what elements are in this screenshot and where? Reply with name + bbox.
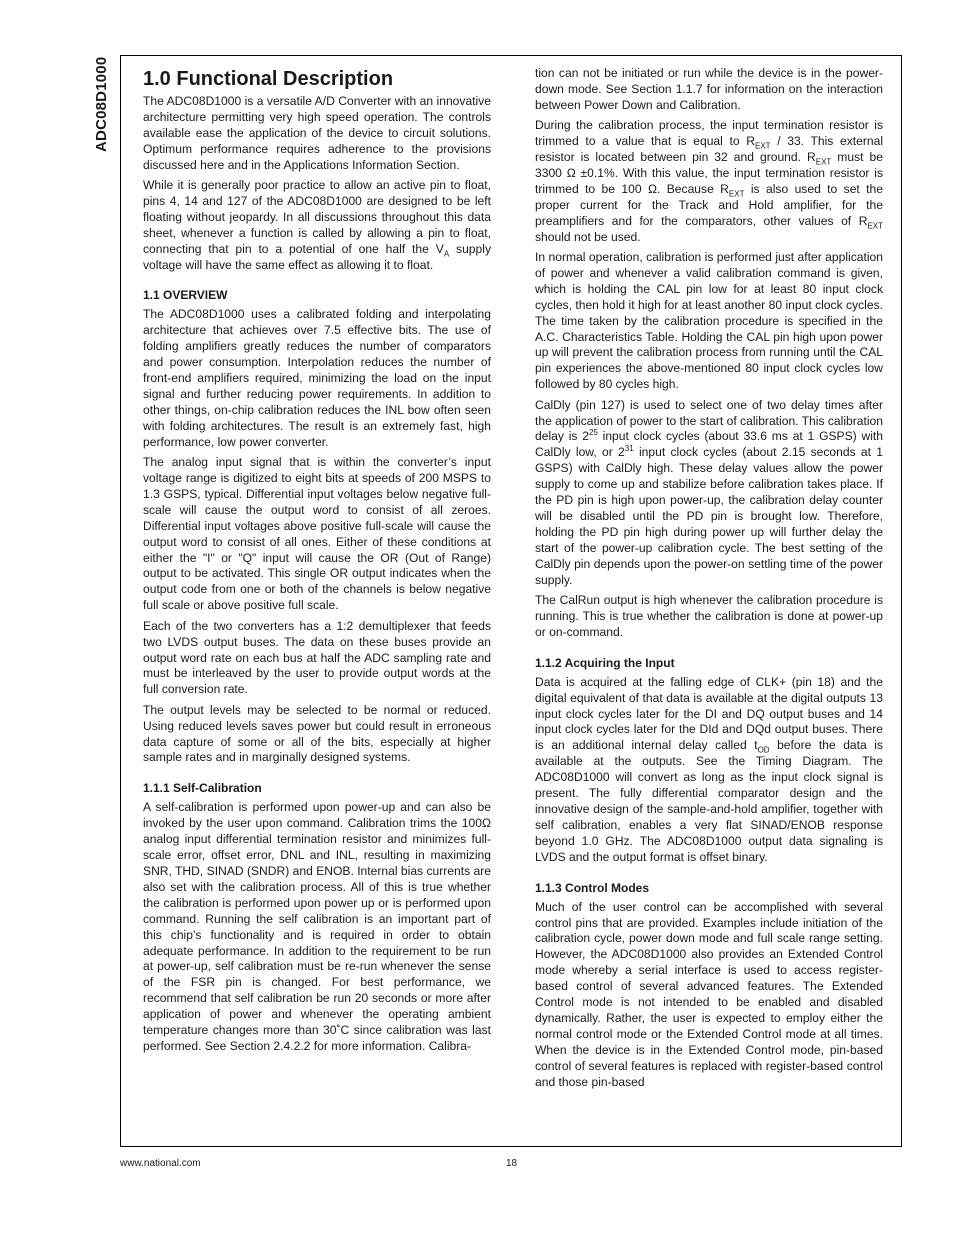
self-calibration-paragraph-3: In normal operation, calibration is performed just after application of power and whenever a valid calibration command is given, which is holding the CAL pin low for at least 80 input clock cycles, then hold it high for at least another 80 input clock cycles. The time taken by the calibration procedure is specified in the A.C. Characteristics Table. Holding the CAL pin high upon power up will prevent the calibration process from running until the CAL pin experiences the above-mentioned 80 input clock cycles low followed by 80 cycles high. xyxy=(535,249,883,392)
self-calibration-paragraph-1-continued: tion can not be initiated or run while the device is in the power-down mode. See Section 1.1.7 for information on the interaction between Power Down and Calibration. xyxy=(535,66,883,112)
overview-paragraph-3: Each of the two converters has a 1:2 demultiplexer that feeds two LVDS output buses. The data on these buses provide an output word rate on each bus at half the ADC sampling rate and must be interleaved by the user to provide output words at the full conversion rate. xyxy=(143,618,491,697)
acquiring-input-heading: 1.1.2 Acquiring the Input xyxy=(535,655,675,670)
overview-heading: 1.1 OVERVIEW xyxy=(143,288,228,303)
intro-paragraph-2: While it is generally poor practice to allow an active pin to float, pins 4, 14 and 127 of the ADC08D1000 are designed to be left floating without jeopardy. In all discussions throughout this data sheet, whenever a function is called by allowing a pin to float, connecting that pin to a potential of one half the $V_A$ supply voltage will have the same effect as allowing it to float. xyxy=(143,178,491,272)
intro-paragraph-1: The ADC08D1000 is a versatile A/D Converter with an innovative architecture permitting very high speed operation. The controls available ease the application of the device to circuit solutions. Optimum performance requires adherence to the provisions discussed here and in the Applications Information Section. xyxy=(143,94,491,172)
self-calibration-paragraph-1: A self-calibration is performed upon power-up and can also be invoked by the user upon command. Calibration trims the 100Ω analog input differential termination resistor and minimizes full-scale error, offset error, DNL and INL, resulting in maximizing SNR, THD, SINAD (SNDR) and ENOB. Internal bias currents are also set with the calibration process. All of this is true whether the calibration is performed upon power up or is performed upon command. Running the self calibration is an important part of this chip’s functionality and is required in order to obtain adequate performance. In addition to the requirement to be run at power-up, self calibration must be re-run whenever the sense of the FSR pin is changed. For best performance, we recommend that self calibration be run 20 seconds or more after application of power and whenever the operating ambient temperature changes more than 30˚C since calibration was last performed. See Section 2.4.2.2 for more information. Calibra- xyxy=(143,800,491,1053)
self-calibration-paragraph-4: CalDly (pin 127) is used to select one of two delay times after the application of power to the start of calibration. This calibration delay is $2^{25}$ input clock cycles (about 33.6 ms at 1 GSPS) with CalDly low, or $2^{31}$ input clock cycles (about 2.15 seconds at 1 GSPS) with CalDly high. These delay values allow the power supply to come up and stabilize before calibration takes place. If the PD pin is high upon power-up, the calibration delay counter will be disabled until the PD pin is brought low. Therefore, holding the PD pin high during power up will further delay the start of the power-up calibration cycle. The best setting of the CalDly pin depends upon the power-on settling time of the power supply. xyxy=(535,397,884,587)
control-modes-paragraph-1: Much of the user control can be accomplished with several control pins that are provided. Examples include initiation of the calibration cycle, power down mode and full scale range setting. However, the ADC08D1000 also provides an Extended Control mode whereby a serial interface is used to access register-based control of several advanced features. The Extended Control mode is not intended to be enabled and disabled dynamically. Rather, the user is expected to employ either the normal control mode or the Extended Control mode at all times. When the device is in the Extended Control mode, pin-based control of several features is replaced with register-based control and those pin-based xyxy=(535,899,883,1089)
left-column xyxy=(143,66,491,1059)
overview-paragraph-2: The analog input signal that is within the converter’s input voltage range is digitized to eight bits at speeds of 200 MSPS to 1.3 GSPS, typical. Differential input voltages below negative full-scale will cause the output word to consist of all zeroes. Differential input voltages above positive full-scale will cause the output word to consist of all ones. Either of these conditions at either the "I" or "Q" input will cause the OR (Out of Range) output to be activated. This single OR output indicates when the output code from one or both of the channels is below negative full scale or above positive full scale. xyxy=(143,455,491,613)
acquiring-input-paragraph-1: Data is acquired at the falling edge of CLK+ (pin 18) and the digital equivalent of that data is available at the digital outputs 13 input clock cycles later for the DI and DQ output buses and 14 input clock cycles later for the DId and DQd output buses. There is an additional internal delay called $t_{OD}$ before the data is available at the outputs. See the Timing Diagram. The ADC08D1000 will convert as long as the input clock signal is present. The fully differential comparator design and the innovative design of the sample-and-hold amplifier, together with self calibration, enables a very flat SINAD/ENOB response beyond 1.0 GHz. The ADC08D1000 output data signaling is LVDS and the output format is offset binary. xyxy=(535,674,883,864)
self-calibration-paragraph-5: The CalRun output is high whenever the calibration procedure is running. This is true whether the calibration is done at power-up or on-command. xyxy=(535,593,883,639)
footer-page-number: 18 xyxy=(506,1158,518,1169)
side-part-number: ADC08D1000 xyxy=(93,56,110,152)
page-title: 1.0 Functional Description xyxy=(143,68,394,90)
overview-paragraph-4: The output levels may be selected to be normal or reduced. Using reduced levels saves power but could result in erroneous data capture of some or all of the bits, especially at higher sample rates and in marginally designed systems. xyxy=(143,702,491,765)
control-modes-heading: 1.1.3 Control Modes xyxy=(535,880,650,895)
self-calibration-heading: 1.1.1 Self-Calibration xyxy=(143,781,262,796)
right-column xyxy=(535,66,883,1095)
overview-paragraph-1: The ADC08D1000 uses a calibrated folding and interpolating architecture that achieves over 7.5 effective bits. The use of folding amplifiers greatly reduces the number of comparators and power consumption. Interpolation reduces the number of front-end amplifiers required, minimizing the load on the input signal and further reducing power requirements. In addition to other things, on-chip calibration reduces the INL bow often seen with folding architectures. The result is an extremely fast, high performance, low power converter. xyxy=(143,307,491,449)
footer-url: www.national.com xyxy=(120,1158,201,1169)
self-calibration-paragraph-2: During the calibration process, the input termination resistor is trimmed to a value that is equal to $R_{EXT} / 33$. This external resistor is located between pin 32 and ground. $R_{EXT}$ must be 3300 Ω ±0.1%. With this value, the input termination resistor is trimmed to be 100 Ω. Because $R_{EXT}$ is also used to set the proper current for the Track and Hold amplifier, for the preamplifiers and for the comparators, other values of $R_{EXT}$ should not be used. xyxy=(535,118,883,244)
